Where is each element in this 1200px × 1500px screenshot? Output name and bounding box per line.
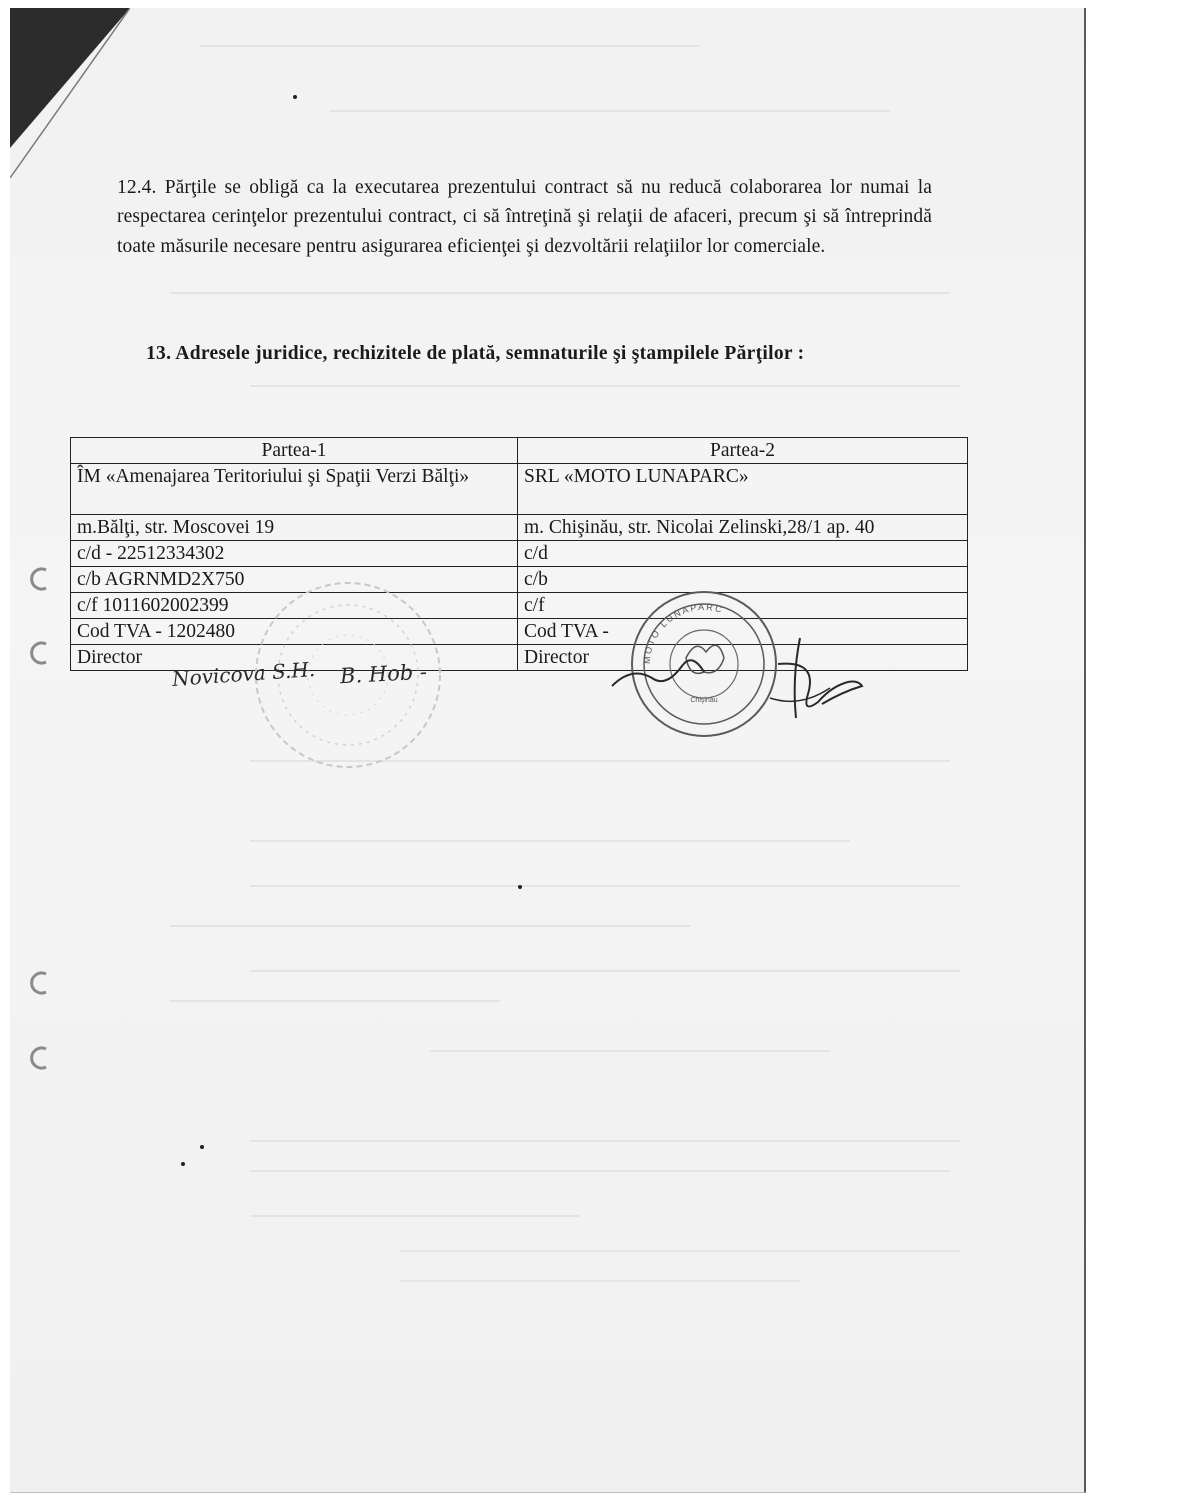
- party1-bank-code: c/b AGRNMD2X750: [71, 567, 518, 593]
- bleed-through-line: [250, 840, 850, 842]
- speck: [293, 95, 297, 99]
- table-row: [71, 515, 968, 541]
- party2-header: Partea-2: [518, 438, 968, 464]
- bleed-through-line: [200, 45, 700, 47]
- party1-handwritten-initials: B. Hob -: [339, 659, 428, 689]
- party1-director: Director: [71, 645, 518, 671]
- bleed-through-line: [250, 385, 960, 387]
- party2-stamp-inner-text: Chişinău: [690, 697, 718, 704]
- party2-stamp-ring-text: MOTO LUNAPARC: [641, 601, 725, 665]
- party1-vat-code: Cod TVA - 1202480: [71, 619, 518, 645]
- speck: [181, 1162, 185, 1166]
- bleed-through-line: [250, 1215, 580, 1217]
- bleed-through-line: [250, 1170, 950, 1172]
- party2-account: c/d: [518, 541, 968, 567]
- table-row: [71, 593, 968, 619]
- bleed-through-line: [400, 1280, 800, 1282]
- party2-fiscal-code: c/f: [518, 593, 968, 619]
- bleed-through-line: [250, 885, 960, 887]
- table-row: [71, 464, 968, 515]
- party1-account: c/d - 22512334302: [71, 541, 518, 567]
- bleed-through-line: [430, 1050, 830, 1052]
- punch-hole-mark: [26, 640, 52, 666]
- section-13-heading: 13. Adresele juridice, rechizitele de plată, semnaturile şi ştampilele Părţilor :: [146, 343, 805, 364]
- bleed-through-line: [330, 110, 890, 112]
- punch-hole-mark: [26, 1045, 52, 1071]
- bleed-through-line: [170, 1000, 500, 1002]
- table-row: [71, 541, 968, 567]
- page-corner-shadow: [10, 8, 130, 178]
- party2-name: SRL «MOTO LUNAPARC»: [518, 464, 968, 515]
- speck: [200, 1145, 204, 1149]
- paragraph-12-4: 12.4. Părţile se obligă ca la executarea prezentului contract să nu reducă colaborarea lor numai la respectarea cerinţelor prezentului contract, ci să întreţină şi relaţii de afaceri, precum şi să întreprindă toate măsurile necesare pentru asigurarea eficienţei şi dezvoltării relaţiilor lor comerciale.: [117, 176, 932, 257]
- party2-vat-code: Cod TVA -: [518, 619, 968, 645]
- bleed-through-line: [250, 1140, 960, 1142]
- bleed-through-line: [250, 970, 960, 972]
- party1-name: ÎM «Amenajarea Teritoriului şi Spaţii Verzi Bălţi»: [71, 464, 518, 515]
- table-row: [71, 567, 968, 593]
- party1-address: m.Bălţi, str. Moscovei 19: [71, 515, 518, 541]
- bleed-through-line: [170, 292, 950, 294]
- party2-signature: [600, 628, 870, 733]
- punch-hole-mark: [26, 970, 52, 996]
- party1-fiscal-code: c/f 1011602002399: [71, 593, 518, 619]
- party2-director: Director: [518, 645, 968, 671]
- speck: [518, 885, 522, 889]
- bleed-through-line: [400, 1250, 960, 1252]
- punch-hole-mark: [26, 566, 52, 592]
- party2-address: m. Chişinău, str. Nicolai Zelinski,28/1 ap. 40: [518, 515, 968, 541]
- table-header-row: [71, 438, 968, 464]
- party1-header: Partea-1: [71, 438, 518, 464]
- party2-bank-code: c/b: [518, 567, 968, 593]
- party1-handwritten-name: Novicova S.H.: [171, 657, 316, 691]
- bleed-through-line: [170, 925, 690, 927]
